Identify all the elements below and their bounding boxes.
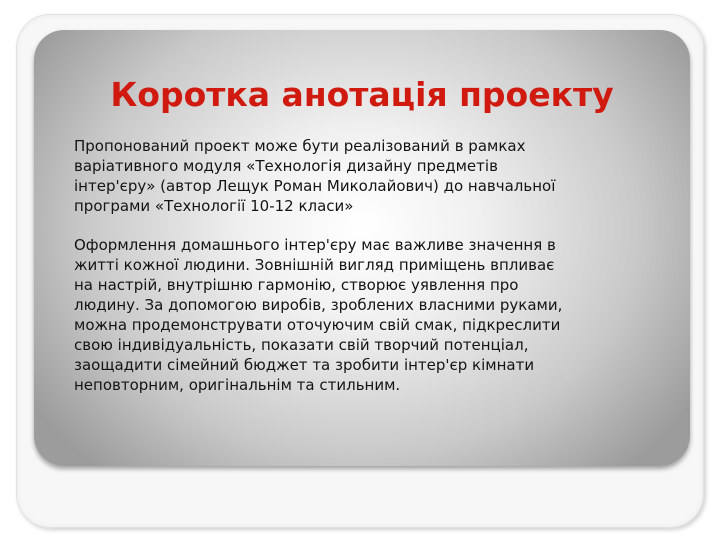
slide-body	[74, 136, 674, 395]
paragraph-interior-importance: Оформлення домашнього інтер'єру має важливе значення в житті кожної людини. Зовнішній вигляд приміщень впливає на настрій, внутрішню гармонію, створює уявлення про людину. За допомогою виробів, зроблених власними руками, можна продемонструвати оточуючим свій смак, підкреслити свою індивідуальність, показати свій творчий потенціал, заощадити сімейний бюджет та зробити інтер'єр кімнати неповторним, оригінальнім та стильним.	[74, 236, 563, 394]
paragraph-project-scope: Пропонований проект може бути реалізований в рамках варіативного модуля «Технологія дизайну предметів інтер'єру» (автор Лещук Роман Миколайович) до навчальної програми «Технології 10-12 класи»	[74, 137, 556, 215]
slide-title: Коротка анотація проекту	[110, 75, 614, 114]
